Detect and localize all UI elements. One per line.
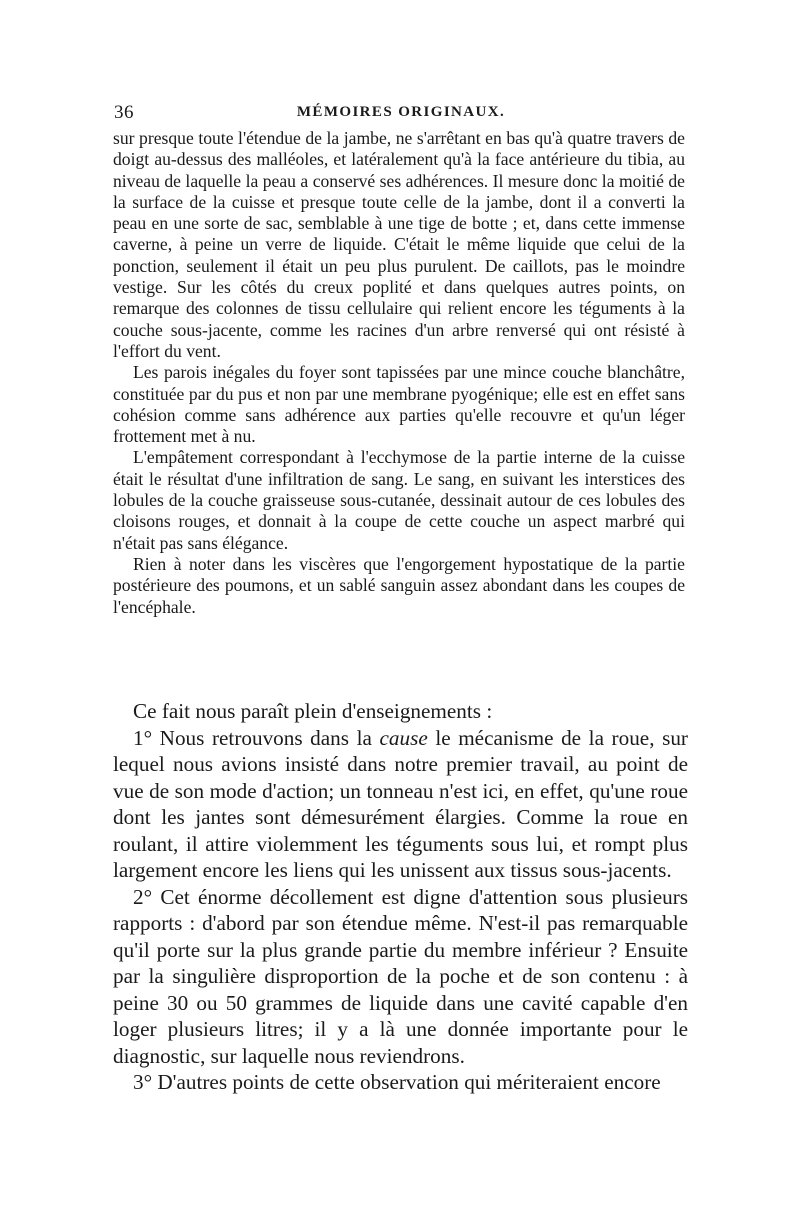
paragraph-empatement: L'empâtement correspondant à l'ecchymose de la partie interne de la cuisse était le résultat d'une infiltration de sang. Le sang, en suivant les interstices des lobules de la couche graisseuse sous-cutanée, dessinait autour de ces lobules des cloisons rouges, et donnait à la coupe de cette couche un aspect marbré qui n'était pas sans élégance. <box>113 447 685 553</box>
commentary-text <box>113 698 688 1096</box>
point-1-lead: 1° Nous retrouvons dans la <box>133 725 380 750</box>
point-1-rest: le mécanisme de la roue, sur lequel nous avions insisté dans notre premier travail, au point de vue de son mode d'action; un tonneau n'est ici, en effet, qu'une roue dont les jantes sont démesurément élargies. Comme la roue en roulant, il attire violemment les téguments sous lui, et rompt plus largement encore les liens qui les unissent aux tissus sous-jacents. <box>113 725 688 882</box>
paragraph-lessons-intro: Ce fait nous paraît plein d'enseignements : <box>133 699 493 723</box>
point-1-emphasis: cause <box>379 725 428 750</box>
paragraph-point-1 <box>113 725 688 884</box>
paragraph-continued: sur presque toute l'étendue de la jambe, ne s'arrêtant en bas qu'à quatre travers de doigt au-dessus des malléoles, et latéralement qu'à la face antérieure du tibia, au niveau de laquelle la peau a conservé ses adhérences. Il mesure donc la moitié de la surface de la cuisse et presque toute celle de la jambe, dont il a converti la peau en une sorte de sac, semblable à une tige de botte ; et, dans cette immense caverne, à peine un verre de liquide. C'était le même liquide que celui de la ponction, seulement il était un peu plus purulent. De caillots, pas le moindre vestige. Sur les côtés du creux poplité et dans quelques autres points, on remarque des colonnes de tissu cellulaire qui relient encore les téguments à la couche sous-jacente, comme les racines d'un arbre renversé qui ont résisté à l'effort du vent. <box>113 128 685 361</box>
observation-text <box>113 128 685 618</box>
paragraph-point-3: 3° D'autres points de cette observation qui mériteraient encore <box>133 1070 661 1094</box>
page-number: 36 <box>114 102 134 123</box>
paragraph-viscera: Rien à noter dans les viscères que l'engorgement hypostatique de la partie postérieure des poumons, et un sablé sanguin assez abondant dans les coupes de l'encéphale. <box>113 553 685 617</box>
paragraph-walls: Les parois inégales du foyer sont tapissées par une mince couche blanchâtre, constituée par du pus et non par une membrane pyogénique; elle est en effet sans cohésion comme sans adhérence aux parties qu'elle recouvre et qu'un léger frottement met à nu. <box>113 362 685 447</box>
running-title: MÉMOIRES ORIGINAUX. <box>296 104 506 120</box>
paragraph-point-2: 2° Cet énorme décollement est digne d'attention sous plusieurs rapports : d'abord par son étendue même. N'est-il pas remarquable qu'il porte sur la plus grande partie du membre inférieur ? Ensuite par la singulière disproportion de la poche et de son contenu : à peine 30 ou 50 grammes de liquide dans une cavité capable d'en loger plusieurs litres; il y a là une donnée importante pour le diagnostic, sur laquelle nous reviendrons. <box>113 884 688 1068</box>
page-header <box>114 102 688 126</box>
